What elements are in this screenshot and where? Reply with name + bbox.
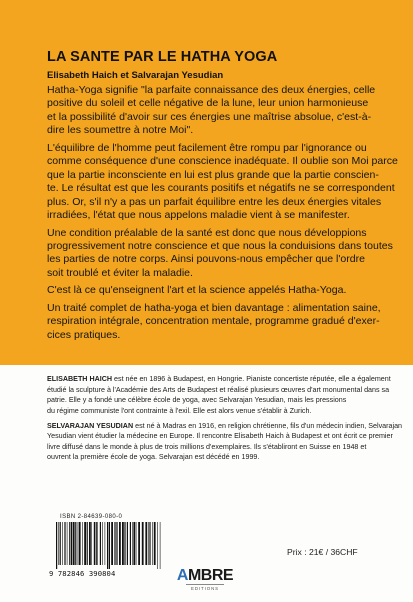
book-authors: Elisabeth Haich et Salvarajan Yesudian — [47, 70, 224, 81]
blurb-line: que la partie inconsciente en lui est plus grande que la partie conscien- — [47, 168, 379, 181]
blurb-line: L'équilibre de l'homme peut facilement être rompu par l'ignorance ou — [47, 141, 367, 154]
bio-selvarajan-line-1: SELVARAJAN YESUDIAN est né à Madras en 1916, en religion chrétienne, fils d'un médecin indien, Selvarajan — [47, 421, 403, 430]
barcode-image — [54, 522, 162, 569]
blurb-line: Hatha-Yoga signifie "la parfaite connaissance des deux énergies, celle — [47, 84, 376, 96]
blurb-text — [47, 84, 398, 342]
blurb-line: soit troublé et éviter la maladie. — [47, 266, 193, 279]
author-bios — [47, 374, 403, 463]
blurb-line: Un traité complet de hatha-yoga et bien davantage : alimentation saine, — [47, 301, 381, 314]
blurb-line: dire les soumettre à notre Moi". — [47, 124, 194, 137]
bio-elisabeth-line: du régime communiste l'ont contrainte à l'exil. Elle est alors venue s'établir à Zurich. — [47, 406, 312, 415]
bio-elisabeth-line-1: ELISABETH HAICH est née en 1896 à Budapest, en Hongrie. Pianiste concertiste réputée, elle a également — [47, 375, 391, 383]
blurb-line: Une condition préalable de la santé est donc que nous développions — [47, 226, 367, 239]
blurb-line: C'est là ce qu'enseignent l'art et la science appelés Hatha-Yoga. — [47, 284, 347, 297]
isbn-label: ISBN 2-84639-080-0 — [60, 514, 123, 520]
blurb-line: comme conséquence d'une conscience inadéquate. Il oublie son Moi parce — [47, 155, 398, 168]
blurb-line: respiration intégrale, concentration mentale, programme gradué d'exer- — [47, 315, 380, 328]
blurb-line: cices pratiques. — [47, 328, 121, 341]
bio-selvarajan-line: livre diffusé dans le monde à plus de trois millions d'exemplaires. Ils s'établiront en Suisse en 1948 et — [47, 442, 367, 451]
blurb-line: plus. Or, s'il n'y a pas un parfait équilibre entre les deux énergies vitales — [47, 195, 382, 208]
blurb-line: progressivement notre conscience et que nous la conduisions dans toutes — [47, 239, 393, 252]
blurb-line: positive du soleil et celle négative de la lune, leur union harmonieuse — [47, 97, 369, 110]
blurb-line: les parties de notre corps. Ainsi pouvons-nous empêcher que l'ordre — [47, 253, 366, 266]
bio-elisabeth-line: patrie. Elle y a fondé une célèbre école de yoga, avec Selvarajan Yesudian, mais les pressions — [47, 396, 347, 404]
publisher-logo — [176, 567, 234, 597]
publisher-logo-subtext: EDITIONS — [191, 586, 219, 591]
blurb-line: et la possibilité d'avoir sur ces énergies une maîtrise absolue, c'est-à- — [47, 110, 372, 123]
bio-name-elisabeth: ELISABETH HAICH — [47, 375, 113, 383]
bio-name-selvarajan: SELVARAJAN YESUDIAN — [47, 421, 134, 430]
book-title: LA SANTE PAR LE HATHA YOGA — [47, 49, 278, 65]
blurb-line: irradiées, l'état que nous appelons maladie vient à se manifester. — [47, 209, 350, 222]
bio-selvarajan-line: Yesudian vient étudier la médecine en Europe. Il rencontre Elisabeth Haich à Budapest et ont écrit ce premier — [47, 432, 393, 440]
bio-selvarajan-line: ouvrent la première école de yoga. Selvarajan est décédé en 1999. — [47, 453, 260, 461]
barcode-digits: 9 782846 390804 — [49, 569, 116, 578]
blurb-line: te. Le résultat est que les courants positifs et négatifs ne se correspondent — [47, 182, 395, 195]
publisher-logo-text: AMBRE — [176, 567, 234, 584]
price-label: Prix : 21€ / 36CHF — [287, 547, 358, 557]
bio-elisabeth-line: étudié la sculpture à l'Académie des Arts de Budapest et réalisé plusieurs œuvres d'art monumental dans sa — [47, 385, 390, 394]
